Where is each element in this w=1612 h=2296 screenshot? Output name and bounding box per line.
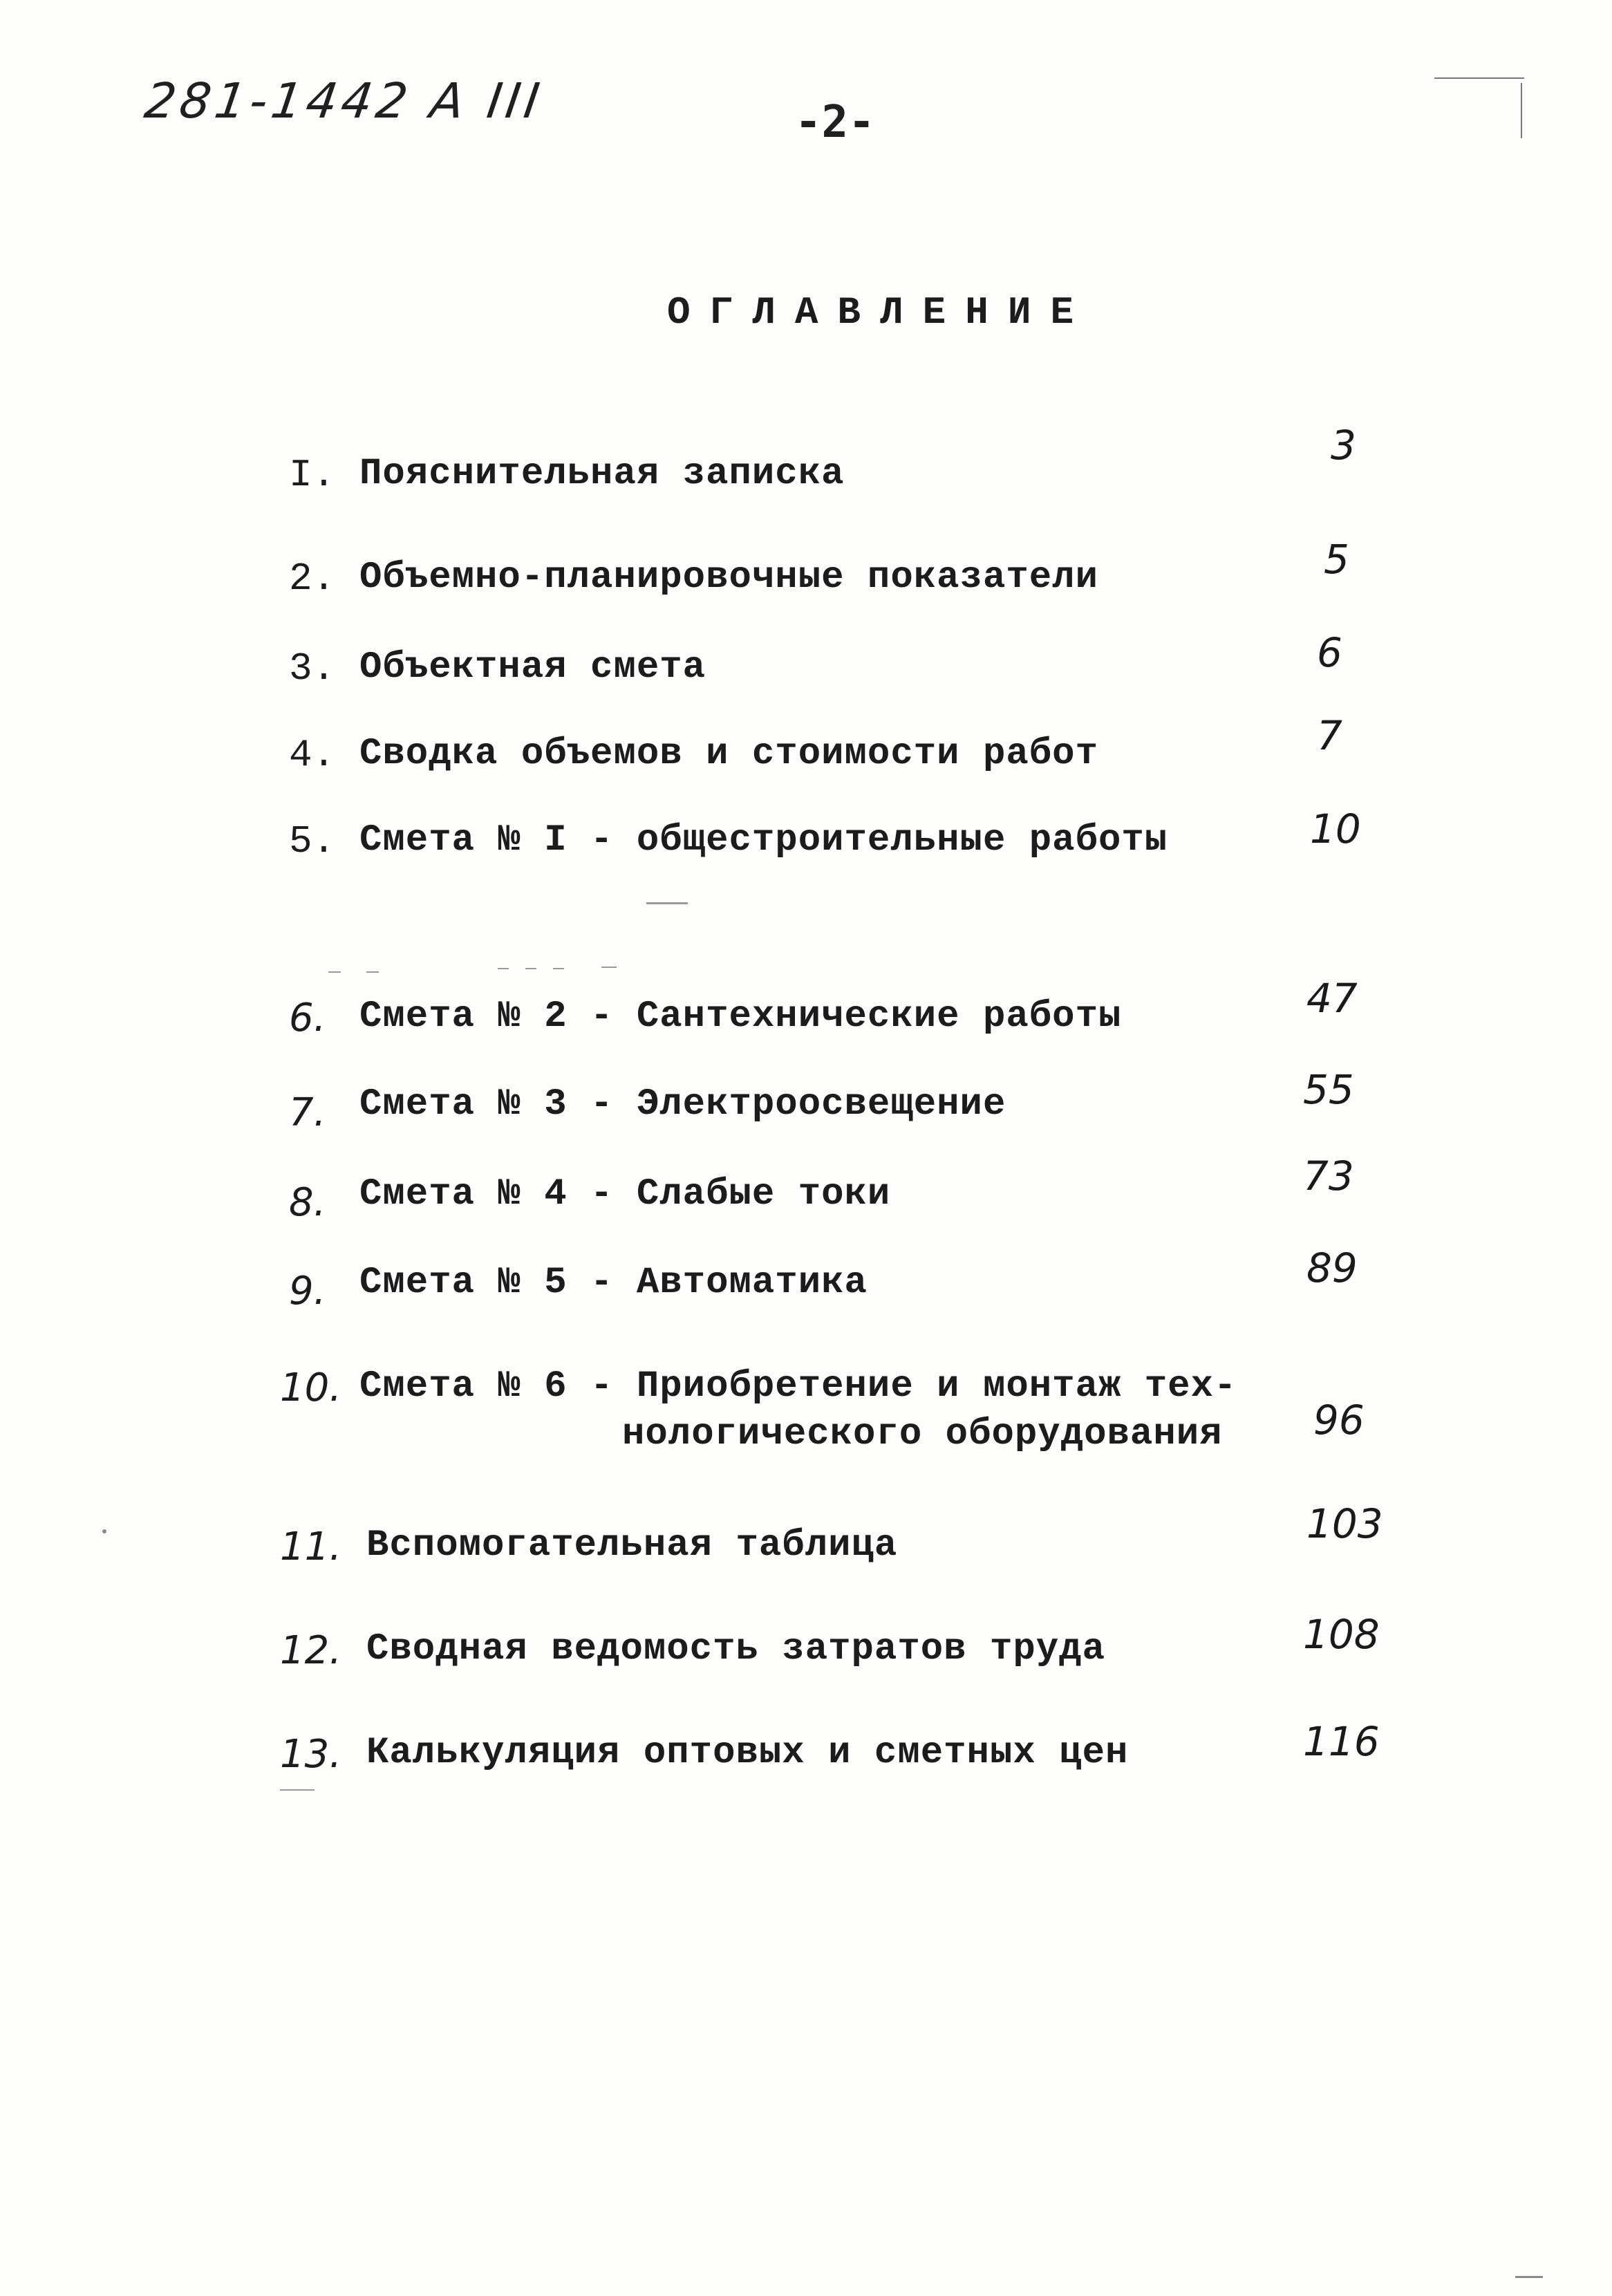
toc-item-text: Смета № 2 - Сантехнические работы — [359, 996, 1122, 1038]
toc-title: ОГЛАВЛЕНИЕ — [667, 290, 1094, 335]
toc-item-text: Калькуляция оптовых и сметных цен — [366, 1732, 1129, 1774]
toc-item-text: Сводка объемов и стоимости работ — [359, 733, 1098, 775]
toc-item-text: Пояснительная записка — [359, 453, 845, 495]
toc-item-number: 13. — [280, 1732, 342, 1777]
toc-item-page: 10 — [1310, 805, 1361, 852]
toc-item-number: 10. — [280, 1365, 342, 1410]
toc-item-number: 3. — [289, 646, 336, 691]
toc-item-number: 11. — [280, 1524, 342, 1569]
scan-speck — [1515, 2276, 1543, 2278]
toc-item-page: 5 — [1324, 536, 1349, 583]
toc-item-text: Смета № I - общестроительные работы — [359, 819, 1168, 861]
toc-item-page: 3 — [1331, 422, 1356, 469]
separator-mark — [525, 968, 536, 969]
toc-item-page: 108 — [1303, 1611, 1380, 1658]
scan-edge-mark — [1521, 83, 1522, 138]
document-code: 281-1442 А III — [141, 73, 547, 129]
toc-item-page: 55 — [1303, 1066, 1354, 1113]
toc-item-page: 89 — [1306, 1244, 1358, 1291]
toc-item-number: I. — [289, 453, 336, 497]
separator-mark — [280, 1789, 315, 1791]
toc-item-page: 96 — [1313, 1397, 1365, 1444]
separator-mark — [553, 968, 564, 969]
toc-item-number: 6. — [289, 996, 326, 1040]
toc-item-number: 7. — [289, 1090, 326, 1135]
scan-edge-mark — [1434, 77, 1524, 79]
toc-item-number: 2. — [289, 557, 336, 601]
toc-item-page: 7 — [1317, 712, 1342, 759]
toc-item-page: 116 — [1303, 1718, 1380, 1765]
toc-item-text — [359, 1365, 1237, 1455]
toc-item-text: Объектная смета — [359, 646, 706, 689]
toc-item-text: Смета № 5 - Автоматика — [359, 1262, 868, 1304]
separator-mark — [328, 971, 341, 973]
toc-item-text: Вспомогательная таблица — [366, 1524, 898, 1567]
separator-mark — [601, 967, 617, 968]
separator-mark — [366, 971, 379, 973]
toc-item-number: 4. — [289, 733, 336, 777]
separator-mark — [498, 968, 509, 969]
toc-item-text-line1: Смета № 6 - Приобретение и монтаж тех- — [359, 1365, 1237, 1408]
toc-item-number: 8. — [289, 1180, 326, 1225]
toc-item-text: Смета № 3 - Электроосвещение — [359, 1083, 1006, 1126]
toc-item-text: Смета № 4 - Слабые токи — [359, 1173, 891, 1215]
toc-item-number: 12. — [280, 1628, 342, 1673]
toc-item-number: 9. — [289, 1269, 326, 1314]
toc-item-text: Сводная ведомость затратов труда — [366, 1628, 1105, 1670]
page-number: -2- — [795, 97, 875, 148]
scan-speck — [102, 1529, 106, 1533]
toc-item-number: 5. — [289, 819, 336, 864]
toc-item-page: 103 — [1306, 1500, 1383, 1547]
toc-item-page: 6 — [1317, 629, 1342, 676]
separator-mark — [646, 902, 688, 904]
toc-item-page: 47 — [1306, 975, 1358, 1022]
toc-item-text: Объемно-планировочные показатели — [359, 557, 1098, 599]
toc-item-text-line2: нологического оборудования — [622, 1413, 1223, 1455]
toc-item-page: 73 — [1303, 1152, 1354, 1200]
